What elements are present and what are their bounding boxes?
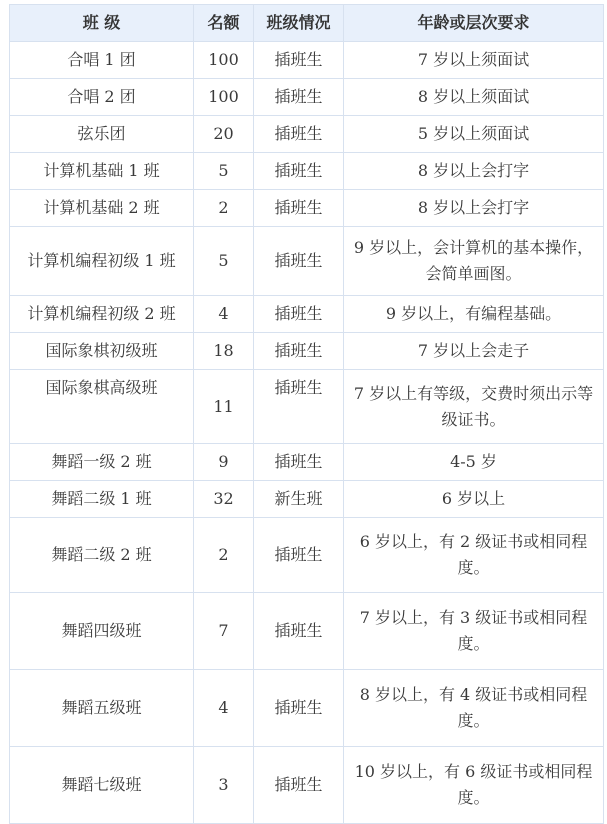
cell-requirement: 9 岁以上，有编程基础。 <box>344 296 604 333</box>
cell-quota: 9 <box>194 444 254 481</box>
cell-quota: 18 <box>194 333 254 370</box>
table-row <box>10 518 604 593</box>
header-row <box>10 5 604 42</box>
cell-requirement: 8 岁以上会打字 <box>344 190 604 227</box>
cell-class: 舞蹈四级班 <box>10 593 194 670</box>
cell-status: 插班生 <box>254 518 344 593</box>
class-table <box>9 4 604 824</box>
cell-class: 舞蹈二级 1 班 <box>10 481 194 518</box>
cell-class: 舞蹈一级 2 班 <box>10 444 194 481</box>
cell-requirement: 7 岁以上，有 3 级证书或相同程度。 <box>344 593 604 670</box>
cell-quota: 2 <box>194 518 254 593</box>
cell-requirement: 9 岁以上，会计算机的基本操作，会简单画图。 <box>344 227 604 296</box>
cell-status: 插班生 <box>254 747 344 824</box>
table-row <box>10 747 604 824</box>
cell-quota: 11 <box>194 370 254 444</box>
table-row <box>10 444 604 481</box>
cell-quota: 100 <box>194 42 254 79</box>
cell-quota: 7 <box>194 593 254 670</box>
table-row <box>10 190 604 227</box>
class-table-container <box>9 4 603 824</box>
cell-quota: 3 <box>194 747 254 824</box>
cell-class: 计算机基础 2 班 <box>10 190 194 227</box>
cell-class: 舞蹈五级班 <box>10 670 194 747</box>
cell-status: 插班生 <box>254 190 344 227</box>
table-row <box>10 79 604 116</box>
cell-quota: 4 <box>194 296 254 333</box>
cell-requirement: 6 岁以上 <box>344 481 604 518</box>
cell-status: 插班生 <box>254 227 344 296</box>
cell-class: 合唱 2 团 <box>10 79 194 116</box>
cell-class: 弦乐团 <box>10 116 194 153</box>
cell-class: 合唱 1 团 <box>10 42 194 79</box>
cell-status: 插班生 <box>254 153 344 190</box>
table-row <box>10 116 604 153</box>
header-status: 班级情况 <box>254 5 344 42</box>
table-row <box>10 593 604 670</box>
cell-class: 舞蹈七级班 <box>10 747 194 824</box>
cell-requirement: 7 岁以上须面试 <box>344 42 604 79</box>
header-quota: 名额 <box>194 5 254 42</box>
cell-class: 计算机编程初级 1 班 <box>10 227 194 296</box>
cell-status: 插班生 <box>254 593 344 670</box>
header-requirement: 年龄或层次要求 <box>344 5 604 42</box>
cell-requirement: 8 岁以上，有 4 级证书或相同程度。 <box>344 670 604 747</box>
cell-requirement: 5 岁以上须面试 <box>344 116 604 153</box>
cell-requirement: 7 岁以上会走子 <box>344 333 604 370</box>
cell-status: 插班生 <box>254 370 344 444</box>
cell-class: 舞蹈二级 2 班 <box>10 518 194 593</box>
cell-quota: 5 <box>194 227 254 296</box>
cell-class: 计算机基础 1 班 <box>10 153 194 190</box>
cell-status: 插班生 <box>254 670 344 747</box>
cell-requirement: 6 岁以上，有 2 级证书或相同程度。 <box>344 518 604 593</box>
cell-quota: 2 <box>194 190 254 227</box>
cell-quota: 20 <box>194 116 254 153</box>
cell-status: 插班生 <box>254 42 344 79</box>
table-row <box>10 670 604 747</box>
cell-requirement: 4-5 岁 <box>344 444 604 481</box>
table-row <box>10 333 604 370</box>
header-class: 班 级 <box>10 5 194 42</box>
cell-status: 插班生 <box>254 116 344 153</box>
cell-status: 插班生 <box>254 333 344 370</box>
table-row <box>10 153 604 190</box>
table-row <box>10 481 604 518</box>
cell-requirement: 10 岁以上，有 6 级证书或相同程度。 <box>344 747 604 824</box>
cell-class: 计算机编程初级 2 班 <box>10 296 194 333</box>
cell-status: 插班生 <box>254 79 344 116</box>
table-row <box>10 227 604 296</box>
cell-status: 插班生 <box>254 444 344 481</box>
table-row <box>10 296 604 333</box>
cell-class: 国际象棋初级班 <box>10 333 194 370</box>
cell-status: 插班生 <box>254 296 344 333</box>
cell-status: 新生班 <box>254 481 344 518</box>
cell-requirement: 7 岁以上有等级，交费时须出示等级证书。 <box>344 370 604 444</box>
cell-quota: 32 <box>194 481 254 518</box>
cell-quota: 5 <box>194 153 254 190</box>
cell-requirement: 8 岁以上须面试 <box>344 79 604 116</box>
cell-quota: 100 <box>194 79 254 116</box>
cell-requirement: 8 岁以上会打字 <box>344 153 604 190</box>
cell-quota: 4 <box>194 670 254 747</box>
table-row <box>10 42 604 79</box>
cell-class: 国际象棋高级班 <box>10 370 194 444</box>
table-row <box>10 370 604 444</box>
